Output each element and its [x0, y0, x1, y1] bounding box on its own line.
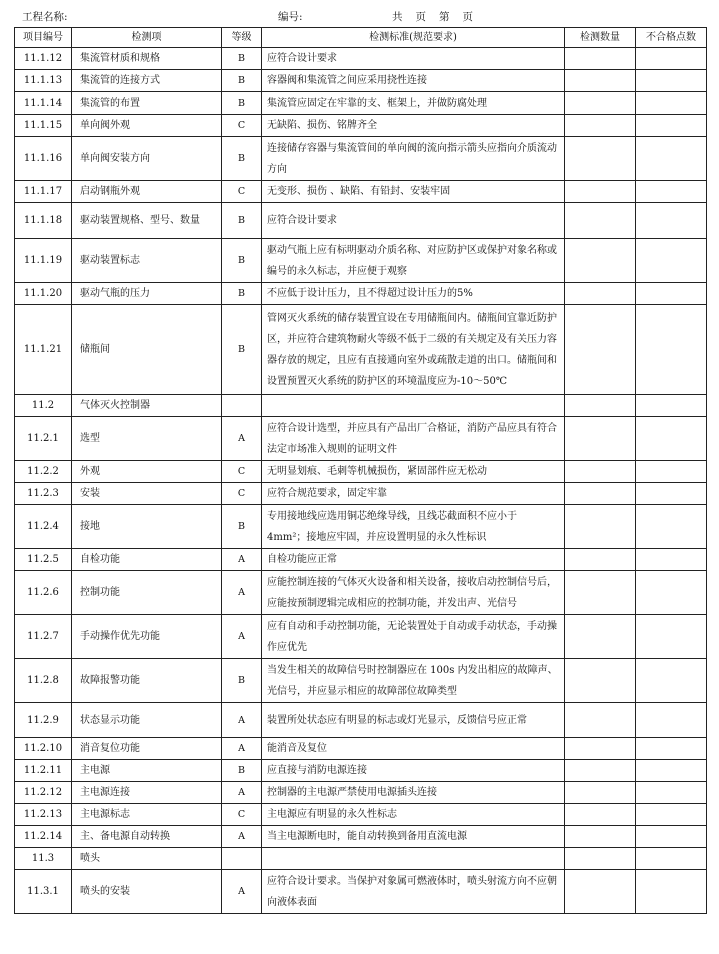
cell-grade: A — [222, 738, 262, 760]
cell-grade: B — [222, 137, 262, 181]
cell-id: 11.2.12 — [15, 782, 72, 804]
cell-quantity — [565, 870, 636, 914]
cell-item: 集流管材质和规格 — [72, 48, 222, 70]
cell-id: 11.1.17 — [15, 181, 72, 203]
col-header-fail-count: 不合格点数 — [636, 28, 707, 48]
cell-grade: C — [222, 115, 262, 137]
cell-id: 11.2.7 — [15, 615, 72, 659]
cell-grade: B — [222, 305, 262, 395]
cell-id: 11.1.12 — [15, 48, 72, 70]
cell-grade: C — [222, 483, 262, 505]
cell-item: 手动操作优先功能 — [72, 615, 222, 659]
cell-fail-count — [636, 738, 707, 760]
cell-grade: A — [222, 549, 262, 571]
cell-fail-count — [636, 703, 707, 738]
cell-standard: 自检功能应正常 — [262, 549, 565, 571]
table-row — [15, 395, 707, 417]
cell-standard: 容器阀和集流管之间应采用挠性连接 — [262, 70, 565, 92]
table-row — [15, 115, 707, 137]
cell-fail-count — [636, 395, 707, 417]
cell-item: 主电源标志 — [72, 804, 222, 826]
cell-grade: A — [222, 782, 262, 804]
col-header-standard: 检测标准(规范要求) — [262, 28, 565, 48]
cell-id: 11.1.13 — [15, 70, 72, 92]
cell-grade: C — [222, 804, 262, 826]
cell-standard: 集流管应固定在牢靠的支、框架上，并做防腐处理 — [262, 92, 565, 115]
cell-quantity — [565, 283, 636, 305]
cell-id: 11.2.6 — [15, 571, 72, 615]
cell-grade: C — [222, 461, 262, 483]
table-row — [15, 283, 707, 305]
cell-fail-count — [636, 137, 707, 181]
table-row — [15, 92, 707, 115]
table-row — [15, 571, 707, 615]
cell-standard: 管网灭火系统的储存装置宜设在专用储瓶间内。储瓶间宜靠近防护区，并应符合建筑物耐火等级不低于二级的有关规定及有关压力容器存放的规定，且应有直接通向室外或疏散走道的出口。储瓶间和设置预置灭火系统的防护区的环境温度应为-10～50℃ — [262, 305, 565, 395]
cell-item: 主电源 — [72, 760, 222, 782]
cell-item: 驱动装置规格、型号、数量 — [72, 203, 222, 239]
document-number-label: 编号: — [278, 11, 303, 23]
cell-item: 外观 — [72, 461, 222, 483]
cell-fail-count — [636, 549, 707, 571]
cell-item: 单向阀外观 — [72, 115, 222, 137]
cell-id: 11.2.13 — [15, 804, 72, 826]
inspection-table — [14, 27, 707, 914]
page-current-suffix: 页 — [462, 11, 473, 23]
cell-quantity — [565, 92, 636, 115]
table-row — [15, 615, 707, 659]
cell-quantity — [565, 826, 636, 848]
cell-id: 11.2 — [15, 395, 72, 417]
cell-standard: 应符合规范要求，固定牢靠 — [262, 483, 565, 505]
cell-item: 储瓶间 — [72, 305, 222, 395]
cell-quantity — [565, 804, 636, 826]
cell-fail-count — [636, 305, 707, 395]
cell-quantity — [565, 782, 636, 804]
cell-standard: 应符合设计要求 — [262, 203, 565, 239]
cell-standard: 无缺陷、损伤、铭牌齐全 — [262, 115, 565, 137]
table-row — [15, 417, 707, 461]
cell-fail-count — [636, 659, 707, 703]
table-row — [15, 826, 707, 848]
cell-quantity — [565, 48, 636, 70]
cell-quantity — [565, 571, 636, 615]
cell-item: 选型 — [72, 417, 222, 461]
cell-fail-count — [636, 571, 707, 615]
page-total-suffix: 页 — [415, 11, 426, 23]
cell-fail-count — [636, 804, 707, 826]
cell-item: 喷头的安装 — [72, 870, 222, 914]
cell-fail-count — [636, 461, 707, 483]
cell-fail-count — [636, 203, 707, 239]
table-row — [15, 782, 707, 804]
cell-quantity — [565, 203, 636, 239]
page-header — [16, 7, 706, 25]
cell-grade: A — [222, 870, 262, 914]
cell-fail-count — [636, 115, 707, 137]
cell-grade: A — [222, 615, 262, 659]
table-row — [15, 181, 707, 203]
table-row — [15, 505, 707, 549]
cell-standard: 装置所处状态应有明显的标志或灯光显示，反馈信号应正常 — [262, 703, 565, 738]
cell-id: 11.2.11 — [15, 760, 72, 782]
cell-quantity — [565, 848, 636, 870]
cell-standard: 连接储存容器与集流管间的单向阀的流向指示箭头应指向介质流动方向 — [262, 137, 565, 181]
cell-grade: B — [222, 203, 262, 239]
cell-standard: 专用接地线应选用铜芯绝缘导线，且线芯截面积不应小于 4mm²；接地应牢固，并应设置明显的永久性标识 — [262, 505, 565, 549]
cell-fail-count — [636, 870, 707, 914]
cell-quantity — [565, 70, 636, 92]
cell-item: 故障报警功能 — [72, 659, 222, 703]
page-total-prefix: 共 — [392, 11, 403, 23]
cell-fail-count — [636, 826, 707, 848]
col-header-grade: 等级 — [222, 28, 262, 48]
cell-fail-count — [636, 848, 707, 870]
table-row — [15, 549, 707, 571]
cell-id: 11.1.21 — [15, 305, 72, 395]
cell-id: 11.2.14 — [15, 826, 72, 848]
cell-id: 11.2.5 — [15, 549, 72, 571]
cell-fail-count — [636, 239, 707, 283]
cell-quantity — [565, 703, 636, 738]
cell-standard: 当主电源断电时，能自动转换到备用直流电源 — [262, 826, 565, 848]
cell-id: 11.1.18 — [15, 203, 72, 239]
cell-fail-count — [636, 417, 707, 461]
table-row — [15, 70, 707, 92]
cell-quantity — [565, 395, 636, 417]
cell-id: 11.2.2 — [15, 461, 72, 483]
cell-id: 11.2.1 — [15, 417, 72, 461]
cell-grade: B — [222, 760, 262, 782]
table-header-row — [15, 28, 707, 48]
page-counter — [392, 9, 486, 24]
cell-standard: 驱动气瓶上应有标明驱动介质名称、对应防护区或保护对象名称或编号的永久标志，并应便于观察 — [262, 239, 565, 283]
cell-quantity — [565, 417, 636, 461]
project-name-label: 工程名称: — [22, 11, 68, 23]
cell-grade: B — [222, 659, 262, 703]
table-row — [15, 870, 707, 914]
col-header-quantity: 检测数量 — [565, 28, 636, 48]
cell-standard: 应有自动和手动控制功能，无论装置处于自动或手动状态，手动操作应优先 — [262, 615, 565, 659]
table-row — [15, 848, 707, 870]
cell-item: 主电源连接 — [72, 782, 222, 804]
cell-item: 启动钢瓶外观 — [72, 181, 222, 203]
cell-item: 接地 — [72, 505, 222, 549]
cell-item: 驱动装置标志 — [72, 239, 222, 283]
cell-id: 11.2.4 — [15, 505, 72, 549]
cell-grade: B — [222, 283, 262, 305]
table-row — [15, 137, 707, 181]
cell-quantity — [565, 483, 636, 505]
cell-item: 控制功能 — [72, 571, 222, 615]
cell-quantity — [565, 461, 636, 483]
table-row — [15, 760, 707, 782]
cell-fail-count — [636, 782, 707, 804]
cell-grade: B — [222, 92, 262, 115]
cell-standard — [262, 848, 565, 870]
table-row — [15, 738, 707, 760]
cell-item: 喷头 — [72, 848, 222, 870]
page-current-prefix: 第 — [439, 11, 450, 23]
cell-fail-count — [636, 615, 707, 659]
cell-standard: 应符合设计选型，并应具有产品出厂合格证，消防产品应具有符合法定市场准入规则的证明文件 — [262, 417, 565, 461]
cell-quantity — [565, 305, 636, 395]
cell-quantity — [565, 505, 636, 549]
cell-item: 主、备电源自动转换 — [72, 826, 222, 848]
cell-quantity — [565, 115, 636, 137]
cell-item: 驱动气瓶的压力 — [72, 283, 222, 305]
cell-grade: B — [222, 505, 262, 549]
cell-standard: 应能控制连接的气体灭火设备和相关设备，接收启动控制信号后，应能按预制逻辑完成相应的控制功能，并发出声、光信号 — [262, 571, 565, 615]
cell-id: 11.1.16 — [15, 137, 72, 181]
cell-item: 气体灭火控制器 — [72, 395, 222, 417]
cell-id: 11.1.20 — [15, 283, 72, 305]
table-row — [15, 659, 707, 703]
cell-quantity — [565, 181, 636, 203]
cell-item: 单向阀安装方向 — [72, 137, 222, 181]
cell-standard: 无变形、损伤 、缺陷、有铅封、安装牢固 — [262, 181, 565, 203]
cell-fail-count — [636, 70, 707, 92]
cell-quantity — [565, 760, 636, 782]
cell-standard: 主电源应有明显的永久性标志 — [262, 804, 565, 826]
table-row — [15, 804, 707, 826]
cell-grade — [222, 848, 262, 870]
cell-standard: 应符合设计要求。当保护对象属可燃液体时，喷头射流方向不应朝向液体表面 — [262, 870, 565, 914]
table-row — [15, 203, 707, 239]
cell-id: 11.2.9 — [15, 703, 72, 738]
cell-id: 11.2.3 — [15, 483, 72, 505]
cell-standard: 当发生相关的故障信号时控制器应在 100s 内发出相应的故障声、光信号，并应显示相应的故障部位故障类型 — [262, 659, 565, 703]
cell-standard: 不应低于设计压力，且不得超过设计压力的5% — [262, 283, 565, 305]
col-header-item: 检测项 — [72, 28, 222, 48]
cell-fail-count — [636, 483, 707, 505]
cell-fail-count — [636, 181, 707, 203]
cell-quantity — [565, 659, 636, 703]
cell-quantity — [565, 549, 636, 571]
table-row — [15, 305, 707, 395]
cell-fail-count — [636, 48, 707, 70]
cell-standard — [262, 395, 565, 417]
cell-item: 状态显示功能 — [72, 703, 222, 738]
cell-id: 11.2.10 — [15, 738, 72, 760]
cell-id: 11.1.19 — [15, 239, 72, 283]
table-row — [15, 48, 707, 70]
cell-grade: B — [222, 70, 262, 92]
cell-item: 集流管的布置 — [72, 92, 222, 115]
cell-fail-count — [636, 760, 707, 782]
cell-standard: 能消音及复位 — [262, 738, 565, 760]
cell-grade: C — [222, 181, 262, 203]
cell-fail-count — [636, 92, 707, 115]
cell-fail-count — [636, 283, 707, 305]
cell-item: 集流管的连接方式 — [72, 70, 222, 92]
cell-id: 11.1.14 — [15, 92, 72, 115]
cell-item: 安装 — [72, 483, 222, 505]
cell-standard: 控制器的主电源严禁使用电源插头连接 — [262, 782, 565, 804]
cell-quantity — [565, 239, 636, 283]
cell-grade: A — [222, 826, 262, 848]
cell-grade — [222, 395, 262, 417]
cell-quantity — [565, 615, 636, 659]
cell-id: 11.3.1 — [15, 870, 72, 914]
cell-standard: 无明显划痕、毛刺等机械损伤，紧固部件应无松动 — [262, 461, 565, 483]
col-header-id: 项目编号 — [15, 28, 72, 48]
table-row — [15, 483, 707, 505]
table-row — [15, 461, 707, 483]
cell-quantity — [565, 137, 636, 181]
cell-grade: A — [222, 703, 262, 738]
cell-fail-count — [636, 505, 707, 549]
cell-grade: B — [222, 48, 262, 70]
cell-item: 自检功能 — [72, 549, 222, 571]
table-row — [15, 703, 707, 738]
table-row — [15, 239, 707, 283]
cell-standard: 应符合设计要求 — [262, 48, 565, 70]
cell-grade: A — [222, 417, 262, 461]
cell-item: 消音复位功能 — [72, 738, 222, 760]
cell-quantity — [565, 738, 636, 760]
cell-id: 11.1.15 — [15, 115, 72, 137]
cell-grade: B — [222, 239, 262, 283]
cell-grade: A — [222, 571, 262, 615]
cell-standard: 应直接与消防电源连接 — [262, 760, 565, 782]
cell-id: 11.2.8 — [15, 659, 72, 703]
cell-id: 11.3 — [15, 848, 72, 870]
